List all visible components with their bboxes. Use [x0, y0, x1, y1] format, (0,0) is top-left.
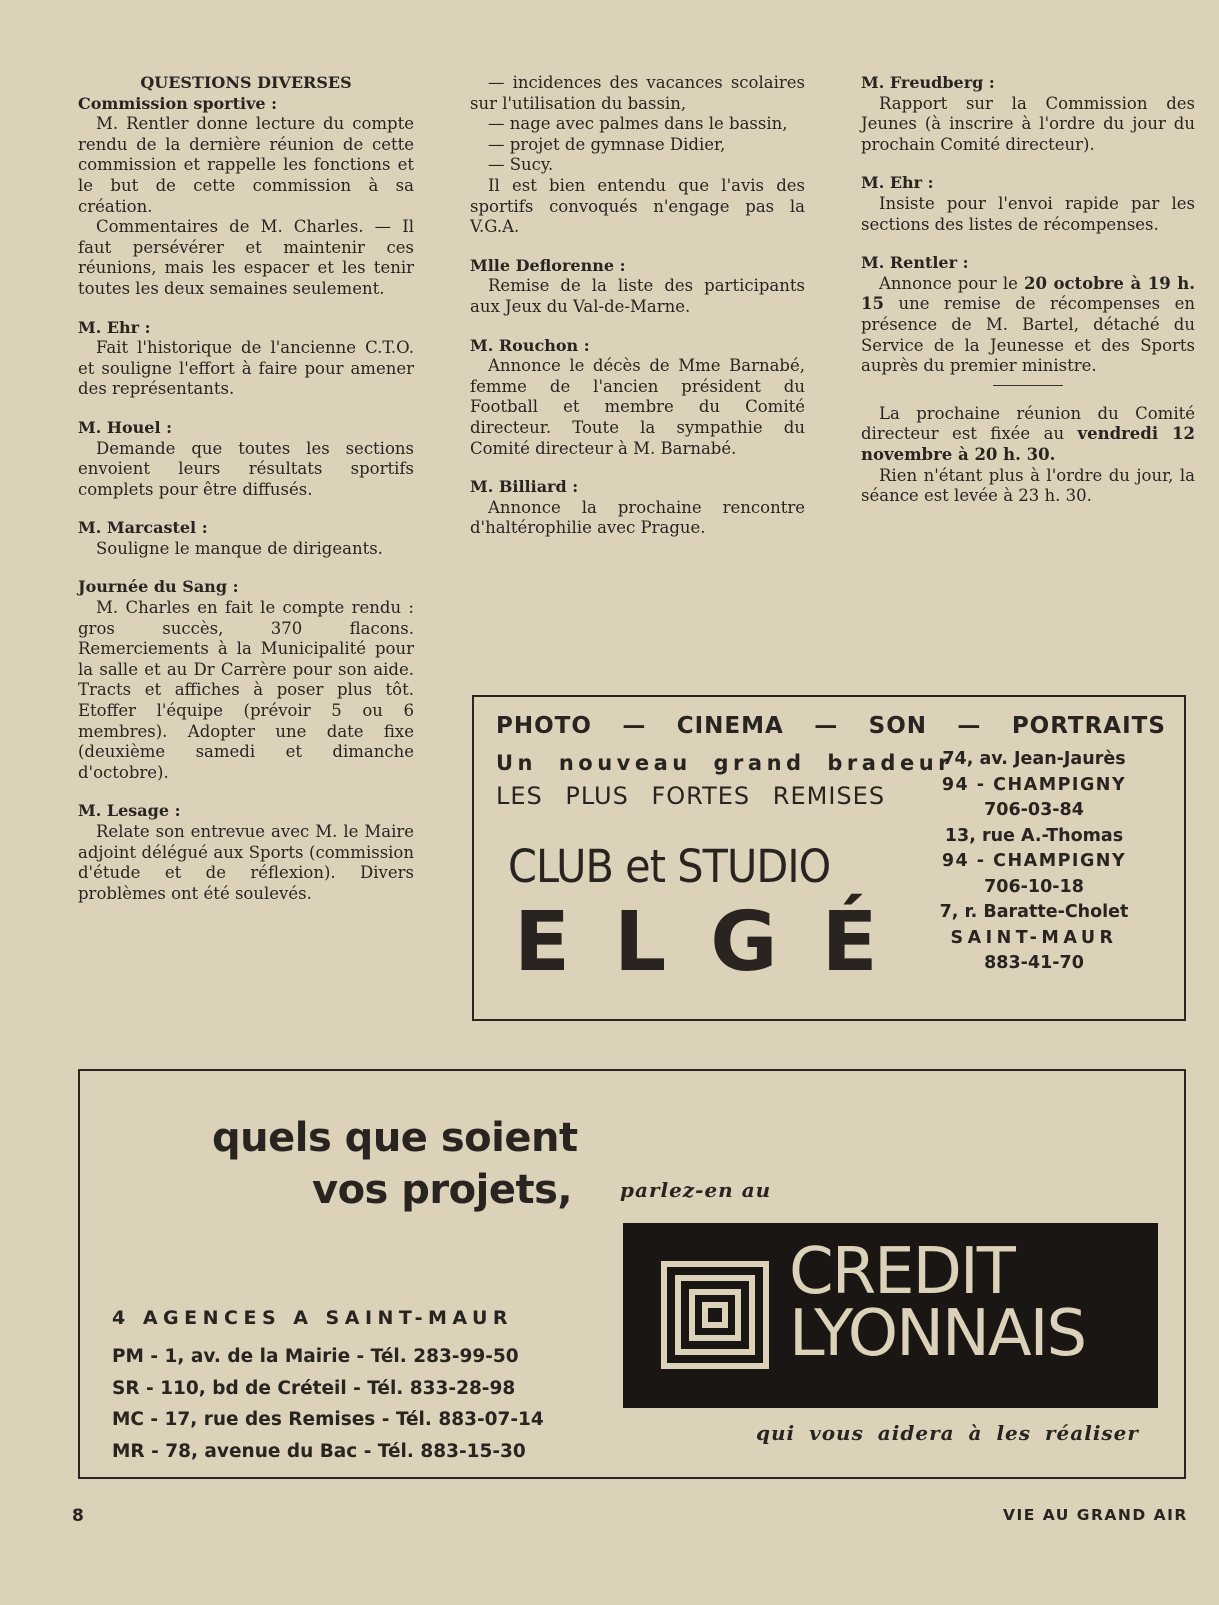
- paragraph: M. Charles en fait le compte rendu : gros succès, 370 flacons. Remerciements à la Municipalité pour la salle et au Dr Carrère pour son aide. Tracts et affiches à poser plus tôt. Etoffer l'équipe (prévoir 5 ou 6 membres). Adopter une date fixe (deuxième samedi et dimanche d'octobre).: [78, 598, 414, 782]
- heading-m-ehr: M. Ehr :: [78, 317, 151, 337]
- paragraph: Insiste pour l'envoi rapide par les sections des listes de récompenses.: [861, 193, 1195, 234]
- ad-agencies-title: 4 AGENCES A SAINT-MAUR: [112, 1307, 514, 1329]
- ad-agencies-list: [112, 1341, 544, 1467]
- agency-line: PM - 1, av. de la Mairie - Tél. 283-99-50: [112, 1346, 519, 1367]
- paragraph: [861, 404, 1195, 466]
- column-2: [470, 73, 805, 539]
- heading-journee-du-sang: Journée du Sang :: [78, 577, 239, 597]
- paragraph: Demande que toutes les sections envoient leurs résultats sportifs complets pour être diffusés.: [78, 438, 414, 499]
- ad-headline: quels que soient: [212, 1115, 578, 1161]
- ad-credit-lyonnais: [78, 1069, 1186, 1479]
- page-number: 8: [72, 1506, 84, 1526]
- dash-item: — projet de gymnase Didier,: [488, 134, 726, 154]
- ad-tagline-2: LES PLUS FORTES REMISES: [496, 782, 886, 810]
- address-line: SAINT-MAUR: [950, 927, 1118, 948]
- heading-m-billiard: M. Billiard :: [470, 477, 579, 497]
- address-line: 94 - CHAMPIGNY: [941, 851, 1127, 871]
- paragraph: M. Rentler donne lecture du compte rendu de la dernière réunion de cette commission et rappelle les fonctions et le but de cette commission à sa création.: [78, 114, 414, 216]
- paragraph: Rien n'étant plus à l'ordre du jour, la séance est levée à 23 h. 30.: [861, 465, 1195, 506]
- ad-services-line: [496, 713, 1166, 739]
- separator: —: [814, 713, 839, 739]
- separator: —: [957, 713, 982, 739]
- heading-m-freudberg: M. Freudberg :: [861, 73, 995, 92]
- text: La prochaine réunion du Comité directeur est fixée au: [861, 403, 1195, 444]
- text: Annonce pour le: [879, 273, 1024, 293]
- heading-m-lesage: M. Lesage :: [78, 801, 181, 821]
- ad-subline: parlez-en au: [620, 1178, 772, 1202]
- ad-tagline: Un nouveau grand bradeur: [496, 751, 953, 775]
- agency-line: MR - 78, avenue du Bac - Tél. 883-15-30: [112, 1440, 526, 1462]
- column-1: [78, 73, 414, 904]
- service-label: CINEMA: [676, 713, 784, 739]
- paragraph: [861, 274, 1195, 377]
- paragraph: Annonce la prochaine rencontre d'haltérophilie avec Prague.: [470, 497, 805, 538]
- heading-m-rentler: M. Rentler :: [861, 253, 969, 273]
- address-line: 74, av. Jean-Jaurès: [942, 749, 1126, 769]
- paragraph: Relate son entrevue avec M. le Maire adjoint délégué aux Sports (commission d'étude et de réflexion). Divers problèmes ont été soulevés.: [78, 822, 414, 903]
- dash-item: — nage avec palmes dans le bassin,: [488, 114, 788, 134]
- column-3: [861, 73, 1195, 507]
- heading-m-marcastel: M. Marcastel :: [78, 518, 208, 538]
- brand-name: [789, 1235, 1086, 1371]
- paragraph: Remise de la liste des participants aux Jeux du Val-de-Marne.: [470, 276, 805, 316]
- heading-m-ehr: M. Ehr :: [861, 173, 934, 193]
- date-text: vendredi 12 novembre à 20 h. 30.: [861, 424, 1195, 464]
- ad-slogan: qui vous aidera à les réaliser: [756, 1421, 1139, 1445]
- ad-headline: vos projets,: [312, 1167, 573, 1213]
- divider: [993, 385, 1063, 386]
- ad-addresses: [914, 747, 1154, 977]
- address-line: 94 - CHAMPIGNY: [941, 774, 1127, 795]
- phone-number: 706-10-18: [984, 876, 1084, 897]
- heading-m-rouchon: M. Rouchon :: [470, 335, 590, 355]
- service-label: SON: [868, 713, 927, 739]
- heading-commission-sportive: Commission sportive :: [78, 93, 278, 113]
- paragraph: Fait l'historique de l'ancienne C.T.O. et souligne l'effort à faire pour amener des représentants.: [78, 338, 414, 399]
- concentric-squares-logo-icon: [661, 1261, 769, 1369]
- address-line: 7, r. Baratte-Cholet: [939, 902, 1129, 922]
- ad-club-studio-elge: [472, 695, 1186, 1021]
- date-text: 20 octobre à 19 h. 15: [861, 273, 1195, 314]
- separator: —: [622, 713, 647, 739]
- paragraph: Annonce le décès de Mme Barnabé, femme de l'ancien président du Football et membre du Comité directeur. Toute la sympathie du Comité directeur à M. Barnabé.: [470, 356, 805, 458]
- brand-line: CREDIT: [789, 1235, 1014, 1309]
- agency-line: MC - 17, rue des Remises - Tél. 883-07-14: [112, 1409, 544, 1430]
- phone-number: 883-41-70: [984, 953, 1084, 973]
- credit-lyonnais-logo-block: [623, 1223, 1158, 1408]
- heading-m-houel: M. Houel :: [78, 417, 173, 437]
- service-label: PHOTO: [496, 713, 592, 739]
- dash-item: — Sucy.: [488, 155, 554, 175]
- ad-club-name: CLUB et STUDIO: [508, 840, 831, 893]
- ad-brand-elge: ELGÉ: [514, 895, 922, 990]
- paragraph: Souligne le manque de dirigeants.: [96, 538, 383, 558]
- service-label: PORTRAITS: [1011, 713, 1166, 739]
- paragraph: Rapport sur la Commission des Jeunes (à inscrire à l'ordre du jour du prochain Comité directeur).: [861, 93, 1195, 154]
- paragraph: Il est bien entendu que l'avis des sportifs convoqués n'engage pas la V.G.A.: [470, 175, 805, 237]
- magazine-name: VIE AU GRAND AIR: [1003, 1506, 1188, 1524]
- phone-number: 706-03-84: [984, 800, 1084, 820]
- brand-line: LYONNAIS: [789, 1297, 1086, 1371]
- heading-mlle-deflorenne: Mlle Deflorenne :: [470, 255, 626, 275]
- text: une remise de récompenses en présence de M. Bartel, détaché du Service de la Jeunesse et des Sports auprès du premier ministre.: [861, 294, 1195, 376]
- agency-line: SR - 110, bd de Créteil - Tél. 833-28-98: [112, 1377, 516, 1399]
- section-title: QUESTIONS DIVERSES: [140, 73, 352, 92]
- paragraph: Commentaires de M. Charles. — Il faut persévérer et maintenir ces réunions, mais les espacer et les tenir toutes les deux semaines seulement.: [78, 217, 414, 298]
- dash-item: — incidences des vacances scolaires sur l'utilisation du bassin,: [470, 73, 805, 113]
- address-line: 13, rue A.-Thomas: [944, 825, 1124, 846]
